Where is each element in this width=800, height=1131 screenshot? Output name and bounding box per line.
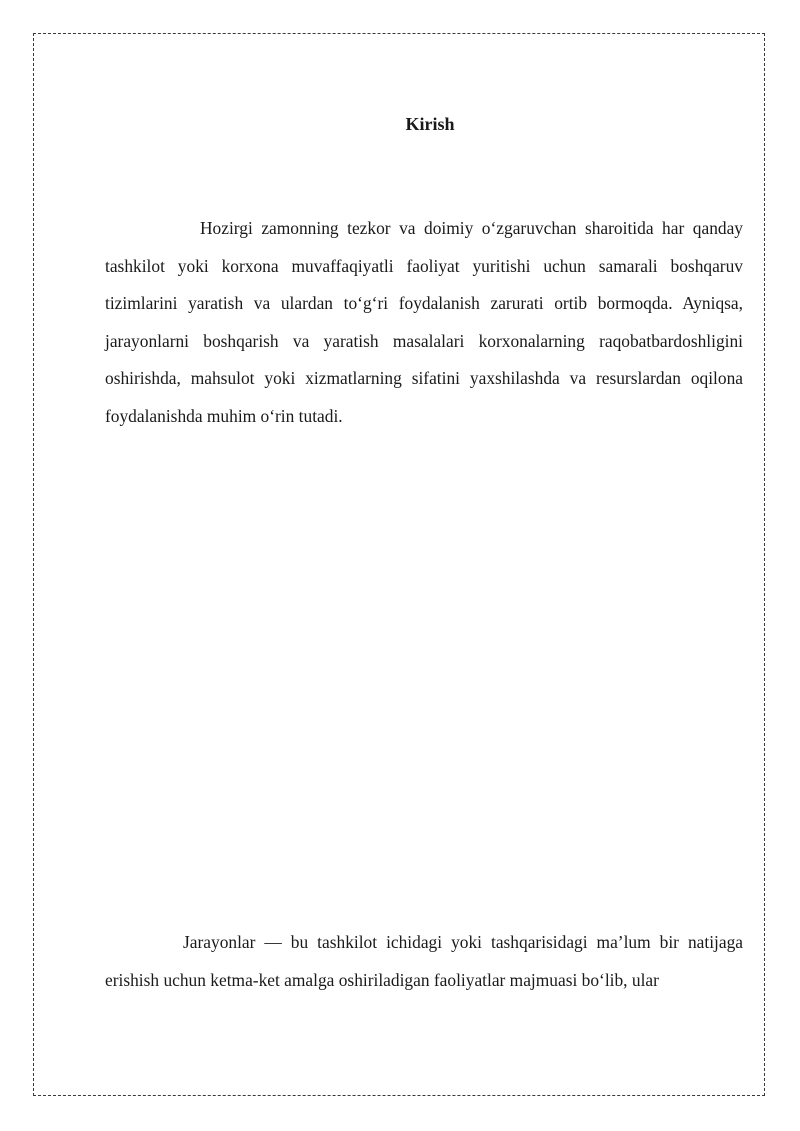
- paragraph-intro: Hozirgi zamonning tezkor va doimiy o‘zgaruvchan sharoitida har qanday tashkilot yoki korxona muvaffaqiyatli faoliyat yuritishi uchun samarali boshqaruv tizimlarini yaratish va ulardan to‘g‘ri foydalanish zarurati ortib bormoqda. Ayniqsa, jarayonlarni boshqarish va yaratish masalalari korxonalarning raqobatbardoshligini oshirishda, mahsulot yoki xizmatlarning sifatini yaxshilashda va resurslardan oqilona foydalanishda muhim o‘rin tutadi.: [105, 218, 743, 426]
- page-title: Kirish: [405, 114, 455, 134]
- paragraph-processes: Jarayonlar — bu tashkilot ichidagi yoki tashqarisidagi ma’lum bir natijaga erishish uchun ketma-ket amalga oshiriladigan faoliyatlar majmuasi bo‘lib, ular: [105, 932, 743, 990]
